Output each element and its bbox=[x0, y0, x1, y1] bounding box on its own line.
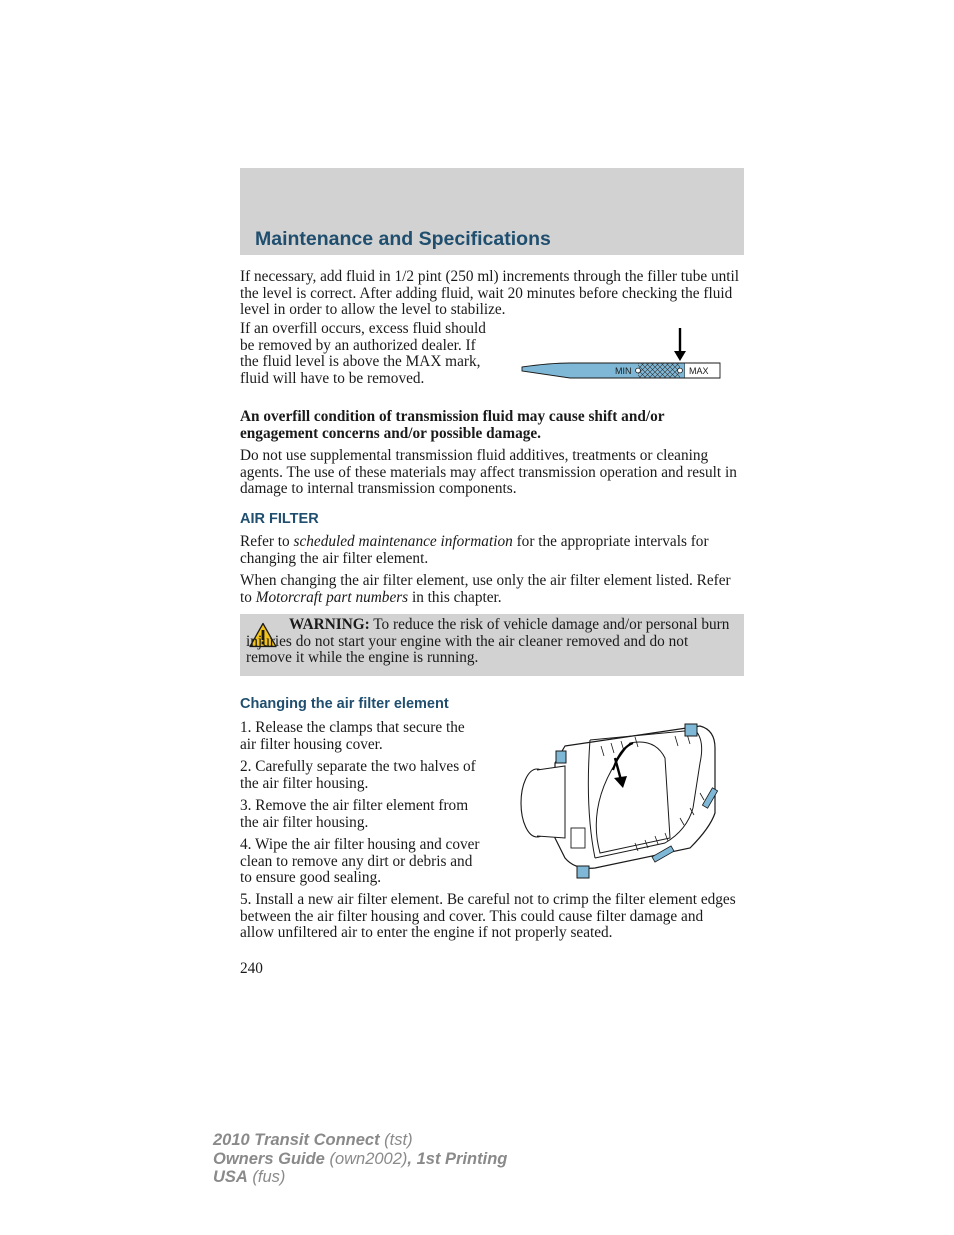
section-header-band bbox=[240, 168, 744, 255]
air-filter-heading: AIR FILTER bbox=[240, 511, 319, 527]
warning-body: To reduce the risk of vehicle damage and/or personal burn injuries do not start your engine with the air cleaner removed and do not remove it while the engine is running. bbox=[246, 616, 730, 666]
footer-market-code: (fus) bbox=[247, 1168, 286, 1186]
warning-label: WARNING: bbox=[289, 616, 370, 633]
air-filter-p1 bbox=[240, 534, 740, 567]
scheduled-maintenance-link: scheduled maintenance information bbox=[293, 533, 513, 550]
warning-box bbox=[240, 614, 744, 676]
air-filter-p1-pre: Refer to bbox=[240, 533, 294, 550]
footer-line-2 bbox=[213, 1150, 507, 1169]
footer-printing: , 1st Printing bbox=[407, 1149, 508, 1168]
step-3: 3. Remove the air filter element from the air filter housing. bbox=[240, 797, 469, 831]
overfill-caution: An overfill condition of transmission fluid may cause shift and/or engagement concerns and/or possible damage. bbox=[240, 408, 665, 442]
step-4: 4. Wipe the air filter housing and cover clean to remove any dirt or debris and to ensure good sealing. bbox=[240, 836, 480, 886]
air-filter-p2-post: in this chapter. bbox=[408, 588, 502, 606]
step-1: 1. Release the clamps that secure the air filter housing cover. bbox=[240, 719, 465, 753]
changing-heading: Changing the air filter element bbox=[240, 696, 449, 712]
min-label: MIN bbox=[615, 366, 632, 376]
additives-paragraph: Do not use supplemental transmission fluid additives, treatments or cleaning agents. The use of these materials may affect transmission operation and result in damage to internal transmission components. bbox=[240, 447, 737, 497]
air-filter-p1-post: for the appropriate intervals for changing the air filter element. bbox=[240, 533, 709, 567]
motorcraft-part-numbers-link: Motorcraft part numbers bbox=[255, 588, 409, 606]
section-title: Maintenance and Specifications bbox=[255, 228, 551, 250]
footer-guide-code: (own2002) bbox=[324, 1149, 408, 1168]
footer-model-code: (tst) bbox=[379, 1131, 413, 1149]
footer-line-1 bbox=[213, 1131, 507, 1150]
air-filter-housing-illustration bbox=[515, 718, 725, 883]
footer-market: USA bbox=[213, 1168, 248, 1186]
step-5: 5. Install a new air filter element. Be careful not to crimp the filter element edges between the air filter housing and cover. This could cause filter damage and allow unfiltered air to enter the engine if not properly seated. bbox=[240, 891, 736, 941]
page-number: 240 bbox=[240, 960, 263, 977]
footer-line-3 bbox=[213, 1168, 507, 1187]
air-filter-p2-pre: When changing the air filter element, use only the air filter element listed. Refer to bbox=[240, 572, 731, 606]
footer-model: 2010 Transit Connect bbox=[213, 1131, 380, 1149]
dipstick-illustration bbox=[520, 327, 725, 382]
footer-guide: Owners Guide bbox=[213, 1149, 325, 1168]
air-filter-p2 bbox=[240, 573, 740, 606]
warning-text bbox=[246, 617, 731, 667]
document-footer bbox=[213, 1131, 507, 1187]
max-label: MAX bbox=[689, 366, 709, 376]
overfill-paragraph: If an overfill occurs, excess fluid should be removed by an authorized dealer. If the fluid level is above the MAX mark, fluid will have to be removed. bbox=[240, 320, 486, 387]
step-2: 2. Carefully separate the two halves of the air filter housing. bbox=[240, 758, 476, 792]
add-fluid-paragraph: If necessary, add fluid in 1/2 pint (250 ml) increments through the filler tube until the level is correct. After adding fluid, wait 20 minutes before checking the fluid level in order to allow the level to stabilize. bbox=[240, 268, 740, 318]
